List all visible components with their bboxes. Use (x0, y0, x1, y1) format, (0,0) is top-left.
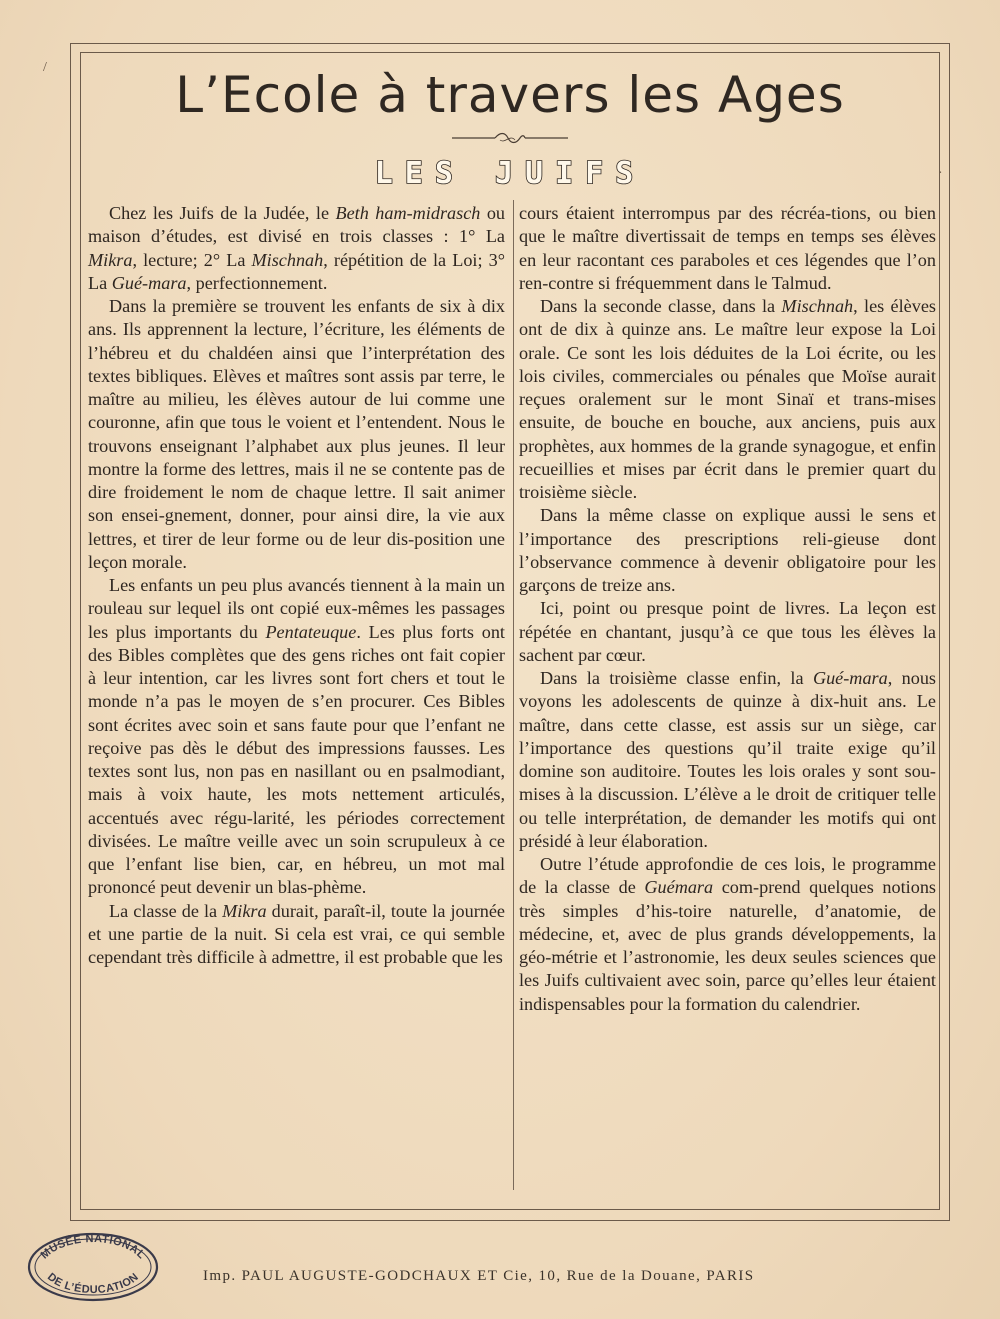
right-column (519, 202, 936, 1016)
column-divider (513, 200, 514, 1190)
paragraph: Dans la troisième classe enfin, la Gué-mara, nous voyons les adolescents de quinze à dix-huit ans. Le maître, dans cette classe, est assis sur un siège, car l’importance des questions qu’il traite exige qu’il domine son auditoire. Toutes les lois orales y sont sou-mises à la discussion. L’élève a le droit de critiquer telle ou telle interprétation, de demander les motifs qui ont présidé à leur élaboration. (519, 668, 937, 851)
ornament-flourish-icon (450, 130, 570, 146)
museum-stamp-icon (26, 1232, 160, 1302)
paragraph: Chez les Juifs de la Judée, le Beth ham-midrasch ou maison d’études, est divisé en trois classes : 1° La Mikra, lecture; 2° La Mischnah, répétition de la Loi; 3° La Gué-mara, perfectionnement. (88, 203, 506, 293)
page-title: L’Ecole à travers les Ages (175, 66, 845, 124)
paragraph: cours étaient interrompus par des récréa-tions, ou bien que le maître divertissait de temps en temps ses élèves en leur racontant ces paraboles et ces légendes que l’on ren-contre si fréquemment dans le Talmud. (519, 203, 936, 293)
section-title: LES JUIFS (374, 156, 646, 191)
printer-imprint: Imp. PAUL AUGUSTE-GODCHAUX ET Cie, 10, Rue de la Douane, PARIS (203, 1268, 755, 1284)
margin-mark: · (938, 166, 943, 181)
paragraph: Dans la même classe on explique aussi le sens et l’importance des prescriptions reli-gieuse dont l’observance commence à devenir obligatoire pour les garçons de treize ans. (519, 505, 936, 595)
paragraph: Les enfants un peu plus avancés tiennent à la main un rouleau sur lequel ils ont copié eux-mêmes les passages les plus importants du Pentateuque. Les plus forts ont des Bibles complètes que des gens riches ont fait copier à leur intention, car les livres sont fort chers et tout le monde n’a pas le moyen de s’en procurer. Ces Bibles sont écrites avec soin et sans faute pour que l’enfant ne reçoive pas dès le début des impressions fausses. Les textes sont lus, non pas en nasillant ou en psalmodiant, mais à voix haute, les mots nettement articulés, accentués avec régu-larité, les périodes correctement divisées. Le maître veille avec un soin scrupuleux à ce que l’enfant lise bien, car, en hébreu, un mot mal prononcé peut devenir un blas-phème. (88, 575, 505, 898)
margin-mark: / (43, 60, 47, 75)
paragraph: Outre l’étude approfondie de ces lois, le programme de la classe de Guémara com-prend quelques notions très simples d’his-toire naturelle, d’anatomie, de médecine, et, avec de plus grands développements, la géo-métrie et l’astronomie, les deux seules sciences que les Juifs cultivaient avec soin, parce qu’elles leur étaient indispensables pour la formation du calendrier. (519, 854, 936, 1014)
paragraph: Dans la seconde classe, dans la Mischnah, les élèves ont de dix à quinze ans. Le maître leur expose la Loi orale. Ce sont les lois déduites de la Loi écrite, ou les lois civiles, commerciales ou pénales que Moïse aurait reçues oralement sur le mont Sinaï et trans-mises ensuite, de bouche en bouche, aux anciens, puis aux prophètes, aux hommes de la grande synagogue, et enfin recueillies et mises par écrit dans le premier quart du troisième siècle. (519, 296, 936, 502)
left-column (88, 202, 505, 969)
paragraph: Dans la première se trouvent les enfants de six à dix ans. Ils apprennent la lecture, l’écriture, les éléments de l’hébreu et du chaldéen ainsi que l’interprétation des textes bibliques. Elèves et maîtres sont assis par terre, le maître au milieu, les élèves autour de lui comme une couronne, afin que tous le voient et l’entendent. Nous le trouvons enseignant l’alphabet aux plus jeunes. Il leur montre la forme des lettres, mais il ne se contente pas de dire froidement le nom de chaque lettre. Il sait animer son ensei-gnement, donner, pour ainsi dire, la vie aux lettres, et tirer de leur forme ou de leur dis-position une leçon morale. (88, 296, 505, 572)
paragraph: La classe de la Mikra durait, paraît-il, toute la journée et une partie de la nuit. Si cela est vrai, ce qui semble cependant très difficile à admettre, il est probable que les (88, 900, 505, 967)
svg-text:DE L’ÉDUCATION: DE L’ÉDUCATION (44, 1270, 142, 1297)
paragraph: Ici, point ou presque point de livres. La leçon est répétée en chantant, jusqu’à ce que tous les élèves la sachent par cœur. (519, 598, 936, 665)
svg-text:MUSÉE NATIONAL: MUSÉE NATIONAL (38, 1232, 148, 1262)
